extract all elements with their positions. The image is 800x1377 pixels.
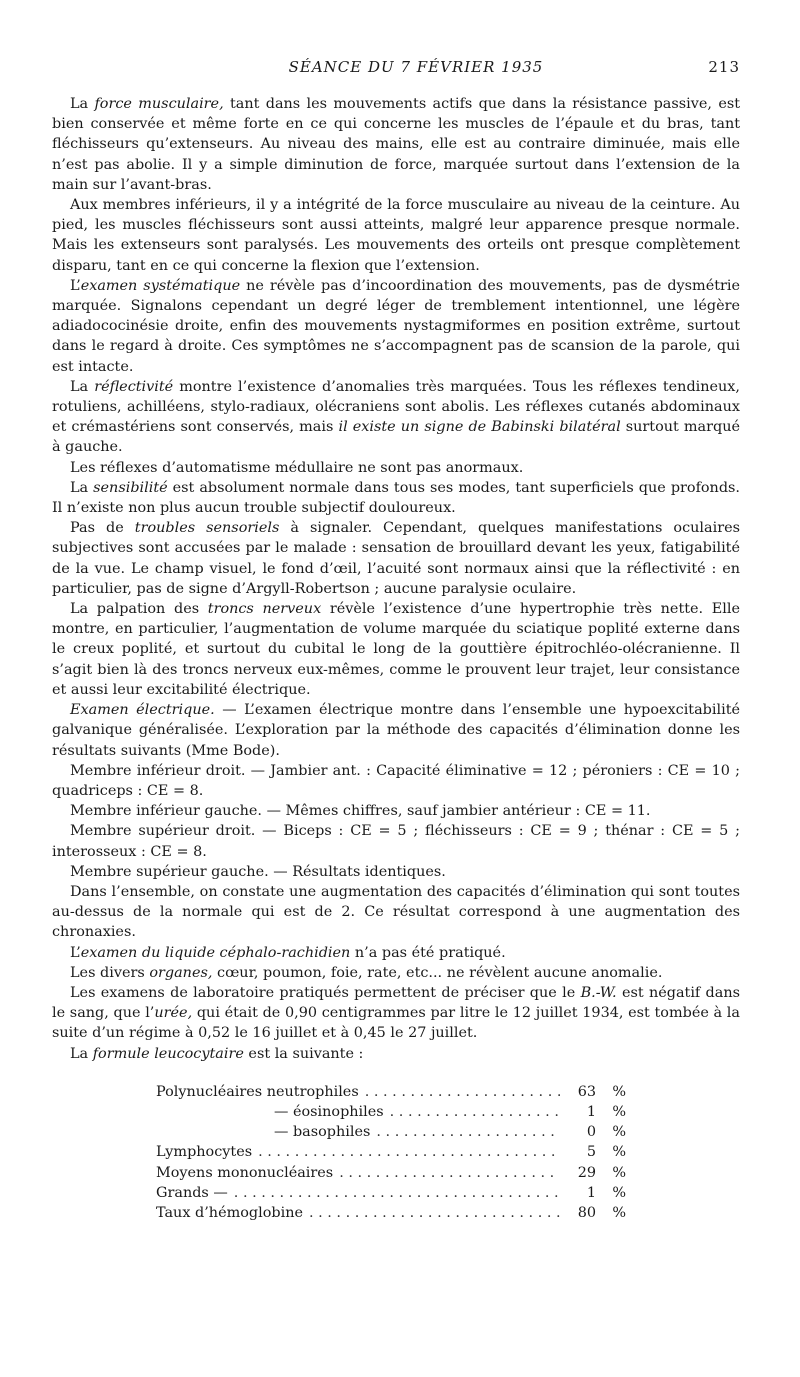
body-text bbox=[52, 94, 740, 1064]
italic-run: troncs nerveux bbox=[207, 601, 322, 618]
formula-label: — basophiles bbox=[274, 1124, 371, 1141]
paragraph bbox=[52, 94, 740, 195]
italic-run: sensibilité bbox=[93, 479, 168, 496]
paragraph bbox=[52, 943, 740, 963]
text-run: Membre inférieur droit. — Jambier ant. : Capacité éliminative = 12 ; péroniers : CE = 10 ; quadriceps : CE = 8. bbox=[52, 762, 740, 799]
text-run: Les divers bbox=[70, 964, 150, 981]
text-run: surtout marqué à gauche. bbox=[52, 419, 740, 456]
formula-value: 1 bbox=[586, 1103, 596, 1120]
text-run: cœur, poumon, foie, rate, etc... ne révèlent aucune anomalie. bbox=[212, 964, 663, 981]
paragraph bbox=[52, 801, 740, 821]
text-run: Membre inférieur gauche. — Mêmes chiffres, sauf jambier antérieur : CE = 11. bbox=[70, 803, 651, 820]
formula-value: 0 bbox=[586, 1124, 596, 1141]
formula-row bbox=[156, 1122, 626, 1142]
paragraph bbox=[52, 983, 740, 1044]
text-run: L’ bbox=[70, 277, 81, 294]
text-run: Membre supérieur droit. — Biceps : CE = 5 ; fléchisseurs : CE = 9 ; thénar : CE = 5 ; interosseux : CE = 8. bbox=[52, 823, 740, 860]
text-run: La bbox=[70, 378, 95, 395]
text-run: révèle l’existence d’une hypertrophie très nette. Elle montre, en particulier, l’augmentation de volume marquée du sciatique poplité externe dans le creux poplité, et surtout du cubital le long de la gouttière épitrochléo-olécranienne. Il s’agit bien là des troncs nerveux eux-mêmes, comme le prouvent leur trajet, leur consistance et aussi leur excitabilité électrique. bbox=[52, 601, 740, 698]
formula-row bbox=[156, 1102, 626, 1122]
text-run: Membre supérieur gauche. — Résultats identiques. bbox=[70, 863, 446, 880]
page-number: 213 bbox=[708, 58, 740, 76]
formula-unit: % bbox=[612, 1144, 626, 1161]
italic-run: B.-W. bbox=[580, 984, 617, 1001]
paragraph bbox=[52, 862, 740, 882]
paragraph bbox=[52, 276, 740, 377]
text-run: ne révèle pas d’incoordination des mouvements, pas de dysmétrie marquée. Signalons cependant un degré léger de tremblement intentionnel, une légère adiadococinésie droite, enfin des mouvements nystagmiformes en position extrême, surtout dans le regard à droite. Ces symptômes ne s’accompagnent pas de scansion de la parole, qui est intacte. bbox=[52, 277, 741, 375]
formula-row bbox=[156, 1163, 626, 1183]
formula-unit: % bbox=[612, 1164, 626, 1181]
italic-run: Examen électrique. bbox=[70, 702, 215, 719]
text-run: qui était de 0,90 centigrammes par litre le 12 juillet 1934, est tombée à la suite d’un régime à 0,52 le 16 juillet et à 0,45 le 27 juillet. bbox=[52, 1005, 740, 1042]
italic-run: troubles sensoriels bbox=[134, 520, 280, 537]
formula-value: 80 bbox=[577, 1204, 596, 1221]
formula-unit: % bbox=[612, 1103, 626, 1120]
dot-leader bbox=[339, 1163, 560, 1183]
text-run: La bbox=[70, 96, 95, 112]
dot-leader bbox=[309, 1203, 560, 1223]
dot-leader bbox=[234, 1183, 560, 1203]
italic-run: force musculaire, bbox=[94, 96, 224, 112]
text-run: Pas de bbox=[70, 520, 135, 537]
paragraph bbox=[52, 1044, 740, 1064]
italic-run: examen systématique bbox=[80, 277, 241, 294]
text-run: à signaler. Cependant, quelques manifestations oculaires subjectives sont accusées par le malade : sensation de brouillard devant les yeux, fatigabilité de la vue. Le champ visuel, le fond d’œil, l’acuité sont normaux ainsi que la réflectivité : en particulier, pas de signe d’Argyll-Robertson ; aucune paralysie oculaire. bbox=[52, 520, 740, 597]
text-run: montre l’existence d’anomalies très marquées. Tous les réflexes tendineux, rotuliens, achilléens, stylo-radiaux, olécraniens sont abolis. Les réflexes cutanés abdominaux et crémastériens sont conservés, mais bbox=[52, 378, 740, 436]
dot-leader bbox=[376, 1122, 560, 1142]
text-run: La bbox=[70, 1045, 93, 1062]
paragraph bbox=[52, 821, 740, 861]
paragraph bbox=[52, 478, 740, 518]
formula-row bbox=[156, 1142, 626, 1162]
formula-label: Taux d’hémoglobine bbox=[156, 1204, 303, 1221]
running-header bbox=[52, 58, 740, 76]
text-run: est négatif dans le sang, que l’ bbox=[52, 984, 741, 1022]
leukocyte-formula-table bbox=[156, 1082, 626, 1223]
formula-unit: % bbox=[612, 1184, 626, 1201]
text-run: Dans l’ensemble, on constate une augmentation des capacités d’élimination qui sont toutes au-dessus de la normale qui est de 2. Ce résultat correspond à une augmentation des chronaxies. bbox=[52, 883, 740, 941]
paragraph bbox=[52, 882, 740, 943]
formula-value: 5 bbox=[586, 1144, 596, 1161]
formula-label: Moyens mononucléaires bbox=[156, 1164, 334, 1181]
text-run: Aux membres inférieurs, il y a intégrité de la force musculaire au niveau de la ceinture. Au pied, les muscles fléchisseurs sont aussi atteints, malgré leur apparence presque normale. Mais les extenseurs sont paralysés. Les mouvements des orteils ont presque complètement disparu, tant en ce qui concerne la flexion que l’extension. bbox=[52, 197, 740, 274]
text-run: — L’examen électrique montre dans l’ensemble une hypoexcitabilité galvanique généralisée. L’exploration par la méthode des capacités d’élimination donne les résultats suivants (Mme Bode). bbox=[52, 702, 740, 759]
italic-run: formule leucocytaire bbox=[92, 1045, 244, 1062]
formula-unit: % bbox=[612, 1083, 626, 1100]
text-run: La bbox=[70, 479, 94, 496]
italic-run: réflectivité bbox=[94, 378, 174, 395]
formula-label: Polynucléaires neutrophiles bbox=[156, 1083, 359, 1100]
formula-unit: % bbox=[612, 1204, 626, 1221]
formula-unit: % bbox=[612, 1124, 626, 1141]
italic-run: organes, bbox=[149, 964, 213, 981]
formula-label: — éosinophiles bbox=[274, 1103, 384, 1120]
italic-run: examen du liquide céphalo-rachidien bbox=[80, 944, 351, 961]
formula-label: Grands — bbox=[156, 1184, 228, 1201]
dot-leader bbox=[365, 1082, 560, 1102]
text-run: Les examens de laboratoire pratiqués permettent de préciser que le bbox=[70, 984, 581, 1001]
text-run: est absolument normale dans tous ses modes, tant superficiels que profonds. Il n’existe non plus aucun trouble subjectif douloureux. bbox=[52, 479, 740, 517]
formula-label: Lymphocytes bbox=[156, 1144, 253, 1161]
text-run: n’a pas été pratiqué. bbox=[350, 944, 506, 961]
text-run: tant dans les mouvements actifs que dans la résistance passive, est bien conservée et même forte en ce qui concerne les muscles de l’épaule et du bras, tant fléchisseurs qu’extenseurs. Au niveau des mains, elle est au contraire diminuée, mais elle n’est pas abolie. Il y a simple diminution de force, marquée surtout dans l’extension de la main sur l’avant-bras. bbox=[52, 96, 740, 193]
paragraph bbox=[52, 458, 740, 478]
italic-run: il existe un signe de Babinski bilatéral bbox=[338, 419, 621, 436]
dot-leader bbox=[258, 1142, 560, 1162]
formula-value: 63 bbox=[577, 1083, 596, 1100]
paragraph bbox=[52, 761, 740, 801]
paragraph bbox=[52, 377, 740, 458]
paragraph bbox=[52, 700, 740, 761]
paragraph bbox=[52, 599, 740, 700]
dot-leader bbox=[390, 1102, 560, 1122]
formula-value: 29 bbox=[577, 1164, 596, 1181]
formula-value: 1 bbox=[586, 1184, 596, 1201]
formula-row bbox=[156, 1203, 626, 1223]
text-run: L’ bbox=[70, 944, 81, 961]
paragraph bbox=[52, 518, 740, 599]
document-page bbox=[52, 58, 740, 1223]
paragraph bbox=[52, 963, 740, 983]
italic-run: urée, bbox=[154, 1005, 193, 1022]
header-title: SÉANCE DU 7 FÉVRIER 1935 bbox=[288, 58, 544, 76]
text-run: La palpation des bbox=[70, 601, 208, 618]
text-run: Les réflexes d’automatisme médullaire ne sont pas anormaux. bbox=[70, 459, 524, 476]
formula-row bbox=[156, 1082, 626, 1102]
formula-row bbox=[156, 1183, 626, 1203]
text-run: est la suivante : bbox=[243, 1045, 364, 1062]
paragraph bbox=[52, 195, 740, 276]
